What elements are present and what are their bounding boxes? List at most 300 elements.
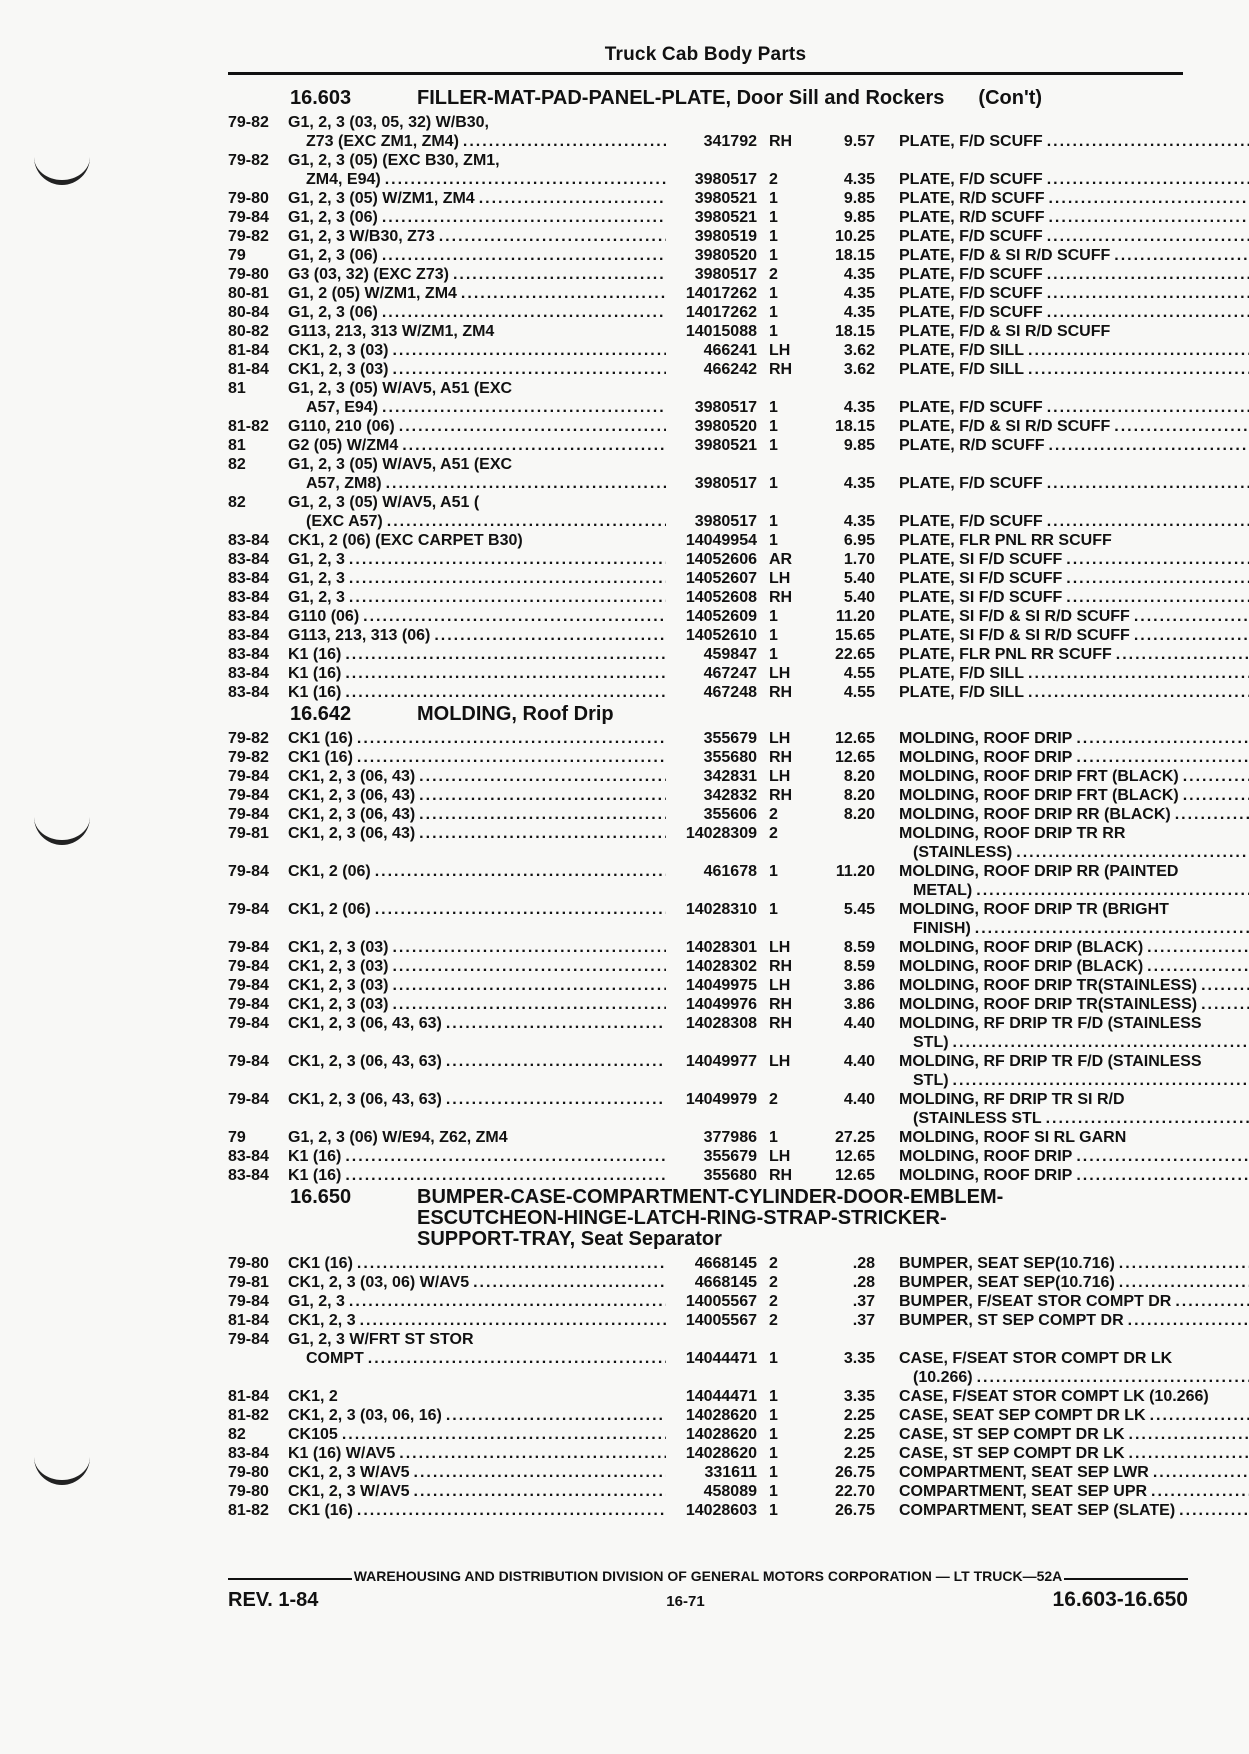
dot-leader <box>399 1444 666 1463</box>
application-text: (EXC A57) <box>306 513 383 530</box>
application-line <box>288 322 670 341</box>
part-name: PLATE, <box>899 418 955 435</box>
application-text: G1, 2, 3 (06) <box>288 209 378 226</box>
section-title <box>417 704 1188 725</box>
description-line <box>899 1033 1249 1052</box>
table-row <box>228 767 1188 786</box>
part-number: 355606 <box>703 806 757 823</box>
application-text: CK1 (16) <box>288 1502 353 1519</box>
dot-leader <box>349 1292 666 1311</box>
model-years: 81-84 <box>228 361 269 378</box>
description-text: ROOF DRIP TR(STAINLESS) <box>983 996 1198 1013</box>
table-row <box>228 550 1188 569</box>
application-text: A57, ZM8) <box>306 475 382 492</box>
quantity: 1 <box>769 399 778 416</box>
part-number: 14052608 <box>685 589 757 606</box>
dot-leader <box>976 881 1249 900</box>
application <box>288 1425 670 1444</box>
application-line <box>288 265 670 284</box>
application <box>288 284 670 303</box>
part-number: 459847 <box>703 646 757 663</box>
price: .37 <box>852 1293 875 1310</box>
application <box>288 436 670 455</box>
dot-leader <box>349 588 666 607</box>
dot-leader <box>349 550 666 569</box>
description <box>899 748 1249 767</box>
model-years: 82 <box>228 494 246 511</box>
part-name: MOLDING, <box>899 977 979 994</box>
page-number: 16-71 <box>666 1593 705 1610</box>
part-name: MOLDING, <box>899 863 979 880</box>
description-line <box>899 1090 1249 1109</box>
quantity: 2 <box>769 806 778 823</box>
price: 12.65 <box>834 1167 875 1184</box>
dot-leader <box>1047 265 1249 284</box>
application <box>288 151 670 189</box>
model-years: 80-81 <box>228 285 269 302</box>
application-text: K1 (16) W/AV5 <box>288 1445 396 1462</box>
application-text: G1, 2, 3 (05) W/ZM1, ZM4 <box>288 190 475 207</box>
description-text: F/D SCUFF <box>959 513 1043 530</box>
application-text: COMPT <box>306 1350 364 1367</box>
description <box>899 786 1249 805</box>
price: 8.20 <box>843 787 875 804</box>
description-line <box>899 729 1249 748</box>
part-name: PLATE, <box>899 475 955 492</box>
dot-leader <box>1153 1463 1249 1482</box>
price: 8.20 <box>843 806 875 823</box>
part-name: MOLDING, <box>899 1015 979 1032</box>
part-number: 467248 <box>703 684 757 701</box>
dot-leader <box>1179 1501 1249 1520</box>
application <box>288 550 670 569</box>
dot-leader <box>1047 132 1249 151</box>
description-text: SEAT SEP(10.716) <box>977 1255 1115 1272</box>
dot-leader <box>1147 957 1249 976</box>
quantity: 1 <box>769 532 778 549</box>
description-line <box>899 341 1249 360</box>
price: 9.57 <box>843 133 875 150</box>
dot-leader <box>392 938 666 957</box>
description-text: F/SEAT STOR COMPT DR LK <box>952 1350 1173 1367</box>
model-years: 83-84 <box>228 570 269 587</box>
description-text: RF DRIP TR F/D (STAINLESS <box>983 1015 1202 1032</box>
part-number: 14052607 <box>685 570 757 587</box>
quantity: RH <box>769 1015 793 1032</box>
model-years: 79-80 <box>228 1464 269 1481</box>
description-text: F/D & SI R/D SCUFF <box>959 418 1111 435</box>
description <box>899 900 1249 938</box>
part-number: 14044471 <box>685 1388 757 1405</box>
application-text: G1, 2, 3 (03, 05, 32) W/B30, <box>288 114 489 131</box>
table-row <box>228 683 1188 702</box>
table-row <box>228 1482 1188 1501</box>
model-years: 81-82 <box>228 418 269 435</box>
model-years: 79 <box>228 247 246 264</box>
description-line <box>899 1444 1249 1463</box>
part-number: 3980517 <box>694 475 757 492</box>
description <box>899 1444 1249 1463</box>
quantity: LH <box>769 730 791 747</box>
application-line <box>288 550 670 569</box>
description <box>899 341 1249 360</box>
quantity: LH <box>769 768 791 785</box>
description <box>899 1292 1249 1311</box>
table-row <box>228 322 1188 341</box>
dot-leader <box>419 767 666 786</box>
application-text: G1, 2, 3 (06) W/E94, Z62, ZM4 <box>288 1129 508 1146</box>
description-text: SEAT SEP UPR <box>1031 1483 1148 1500</box>
model-years: 79-84 <box>228 1331 269 1348</box>
application-line <box>288 1128 670 1147</box>
application-text: CK1, 2, 3 (03) <box>288 342 389 359</box>
part-number: 377986 <box>703 1129 757 1146</box>
part-number: 458089 <box>703 1483 757 1500</box>
part-number: 14015088 <box>685 323 757 340</box>
application-line <box>288 227 670 246</box>
table-row <box>228 227 1188 246</box>
model-years: 79-82 <box>228 152 269 169</box>
quantity: 1 <box>769 1483 778 1500</box>
price: 3.35 <box>843 1350 875 1367</box>
model-years: 79-84 <box>228 209 269 226</box>
dot-leader <box>463 132 666 151</box>
description-line <box>899 1463 1249 1482</box>
application-text: K1 (16) <box>288 646 342 663</box>
quantity: 2 <box>769 266 778 283</box>
application-line <box>288 246 670 265</box>
application-text: G1, 2, 3 W/B30, Z73 <box>288 228 435 245</box>
dot-leader <box>1028 341 1249 360</box>
application <box>288 824 670 862</box>
application <box>288 360 670 379</box>
description <box>899 1463 1249 1482</box>
dot-leader <box>382 398 666 417</box>
table-row <box>228 1387 1209 1406</box>
description <box>899 493 1249 531</box>
description-line <box>899 1071 1249 1090</box>
model-years: 81-82 <box>228 1407 269 1424</box>
part-name: MOLDING, <box>899 958 979 975</box>
model-years: 83-84 <box>228 1148 269 1165</box>
description-line <box>899 322 1249 341</box>
dot-leader <box>345 683 666 702</box>
description-text: F/D SCUFF <box>959 475 1043 492</box>
dot-leader <box>1129 1444 1249 1463</box>
model-years: 83-84 <box>228 627 269 644</box>
dot-leader <box>1028 683 1249 702</box>
price: 11.20 <box>835 608 875 625</box>
application <box>288 1090 670 1128</box>
description-line <box>899 398 1249 417</box>
application-line <box>288 284 670 303</box>
application-line <box>288 360 670 379</box>
part-number: 14049979 <box>685 1091 757 1108</box>
description-text: RF DRIP TR F/D (STAINLESS <box>983 1053 1202 1070</box>
description-text: ROOF DRIP (BLACK) <box>983 958 1144 975</box>
model-years: 80-82 <box>228 323 269 340</box>
dot-leader <box>439 227 666 246</box>
application <box>288 1166 670 1185</box>
application-text: G110 (06) <box>288 608 360 625</box>
application <box>288 683 670 702</box>
table-row <box>228 805 1188 824</box>
dot-leader <box>1028 360 1249 379</box>
dot-leader <box>1066 569 1249 588</box>
description <box>899 1425 1249 1444</box>
table-row <box>228 607 1188 626</box>
price: 1.70 <box>843 551 875 568</box>
table-row <box>228 748 1188 767</box>
description-line <box>899 1292 1249 1311</box>
description-text: F/SEAT STOR COMPT LK (10.266) <box>952 1388 1209 1405</box>
description-line <box>899 284 1249 303</box>
quantity: LH <box>769 939 791 956</box>
part-number: 14005567 <box>685 1293 757 1310</box>
dot-leader <box>1119 1254 1249 1273</box>
description-line <box>899 748 1249 767</box>
section-header <box>228 88 1188 109</box>
application-text: K1 (16) <box>288 684 342 701</box>
part-name: PLATE, <box>899 342 955 359</box>
part-name: CASE, <box>899 1388 948 1405</box>
model-years: 79-84 <box>228 806 269 823</box>
section-header <box>228 1187 1188 1250</box>
application-text: G1, 2, 3 W/FRT ST STOR <box>288 1331 474 1348</box>
application-line <box>288 1311 670 1330</box>
description-text: F/D SCUFF <box>959 399 1043 416</box>
dot-leader <box>342 1425 666 1444</box>
price <box>817 824 875 862</box>
description-text: ROOF DRIP <box>983 1167 1073 1184</box>
model-years: 79-80 <box>228 1483 269 1500</box>
dot-leader <box>357 729 666 748</box>
application <box>288 767 670 786</box>
description-text: ROOF DRIP TR(STAINLESS) <box>983 977 1198 994</box>
description <box>899 189 1249 208</box>
application-line <box>288 748 670 767</box>
price: 4.55 <box>843 684 875 701</box>
application-text: G1, 2, 3 <box>288 551 345 568</box>
description <box>899 607 1249 626</box>
description-line <box>899 767 1249 786</box>
description-text: (STAINLESS) <box>913 844 1013 861</box>
application-line <box>288 1273 670 1292</box>
dot-leader <box>1047 512 1249 531</box>
application-text: CK1, 2, 3 <box>288 1312 356 1329</box>
description <box>899 995 1249 1014</box>
dot-leader <box>446 1014 666 1033</box>
application-text: CK1, 2, 3 W/AV5 <box>288 1483 410 1500</box>
price: 4.35 <box>843 399 875 416</box>
description-line <box>899 664 1249 683</box>
dot-leader <box>1134 626 1249 645</box>
quantity: LH <box>769 342 791 359</box>
part-name: PLATE, <box>899 399 955 416</box>
description-line <box>899 360 1249 379</box>
application-line <box>288 1463 670 1482</box>
part-name: COMPARTMENT, <box>899 1464 1027 1481</box>
dot-leader <box>461 284 666 303</box>
table-row <box>228 246 1188 265</box>
description-text: R/D SCUFF <box>959 190 1045 207</box>
table-row <box>228 1444 1188 1463</box>
part-number: 3980520 <box>694 247 757 264</box>
application-text: A57, E94) <box>306 399 379 416</box>
model-years: 83-84 <box>228 1445 269 1462</box>
quantity: LH <box>769 665 791 682</box>
part-number: 467247 <box>703 665 757 682</box>
footer-rule-right <box>1064 1578 1188 1580</box>
description-line <box>899 1273 1249 1292</box>
application-text: CK105 <box>288 1426 338 1443</box>
quantity: 1 <box>769 228 778 245</box>
price: 18.15 <box>834 418 875 435</box>
description-line <box>899 1425 1249 1444</box>
quantity: 1 <box>769 863 778 880</box>
table-row <box>228 664 1188 683</box>
description-text: F/D SCUFF <box>959 228 1043 245</box>
application <box>288 1501 670 1520</box>
section-number: 16.642 <box>290 703 352 725</box>
description-line <box>899 1254 1249 1273</box>
price: 9.85 <box>843 437 875 454</box>
price: 8.59 <box>843 939 875 956</box>
description <box>899 227 1249 246</box>
dot-leader <box>357 1254 666 1273</box>
price: 15.65 <box>834 627 875 644</box>
application <box>288 113 670 151</box>
description <box>899 805 1249 824</box>
quantity: 1 <box>769 475 778 492</box>
table-row <box>228 436 1188 455</box>
part-number: 14049975 <box>685 977 757 994</box>
application <box>288 455 670 493</box>
dot-leader <box>953 1071 1249 1090</box>
quantity: 1 <box>769 1464 778 1481</box>
model-years: 79-82 <box>228 114 269 131</box>
model-years: 79-84 <box>228 1053 269 1070</box>
description-text: SI F/D & SI R/D SCUFF <box>959 627 1130 644</box>
quantity: 1 <box>769 323 778 340</box>
application <box>288 227 670 246</box>
application-line <box>288 767 670 786</box>
dot-leader <box>387 512 666 531</box>
application-text: CK1, 2 (06) (EXC CARPET B30) <box>288 532 523 549</box>
description-text: SEAT SEP (SLATE) <box>1031 1502 1176 1519</box>
section-title-line: ESCUTCHEON-HINGE-LATCH-RING-STRAP-STRICKER- <box>417 1207 947 1229</box>
part-number: 14028308 <box>685 1015 757 1032</box>
dot-leader <box>402 436 666 455</box>
part-name: CASE, <box>899 1426 948 1443</box>
description-text: R/D SCUFF <box>959 209 1045 226</box>
application <box>288 1014 670 1052</box>
application-line <box>288 607 670 626</box>
dot-leader <box>446 1406 666 1425</box>
model-years: 79-82 <box>228 730 269 747</box>
part-name: MOLDING, <box>899 768 979 785</box>
application-line <box>288 1166 670 1185</box>
section-title-text: FILLER-MAT-PAD-PANEL-PLATE, Door Sill and Rockers <box>417 87 945 109</box>
application-line <box>288 151 670 170</box>
dot-leader <box>385 170 666 189</box>
price: 5.40 <box>843 589 875 606</box>
dot-leader <box>363 607 666 626</box>
application <box>288 208 670 227</box>
description <box>899 569 1249 588</box>
part-number: 3980517 <box>694 513 757 530</box>
application <box>288 1273 670 1292</box>
description-line <box>899 683 1249 702</box>
quantity: 1 <box>769 1350 778 1367</box>
description-line <box>899 512 1249 531</box>
quantity: 1 <box>769 209 778 226</box>
quantity: RH <box>769 958 793 975</box>
part-number: 14005567 <box>685 1312 757 1329</box>
description <box>899 767 1249 786</box>
part-number: 14028310 <box>685 901 757 918</box>
table-row <box>228 189 1188 208</box>
application <box>288 748 670 767</box>
price: 3.62 <box>843 342 875 359</box>
application-text: CK1, 2, 3 (03) <box>288 361 389 378</box>
application-text: CK1, 2, 3 (03, 06) W/AV5 <box>288 1274 470 1291</box>
description <box>899 976 1249 995</box>
description-line <box>899 436 1249 455</box>
model-years: 79-84 <box>228 787 269 804</box>
part-number: 14028309 <box>685 825 757 842</box>
description-text: SI F/D & SI R/D SCUFF <box>959 608 1130 625</box>
quantity: LH <box>769 1148 791 1165</box>
dot-leader <box>419 805 666 824</box>
application <box>288 569 670 588</box>
table-row <box>228 341 1188 360</box>
dot-leader <box>1150 1406 1249 1425</box>
application-text: K1 (16) <box>288 1167 342 1184</box>
price: 3.62 <box>843 361 875 378</box>
quantity: LH <box>769 977 791 994</box>
part-name: PLATE, <box>899 209 955 226</box>
description <box>899 1406 1249 1425</box>
model-years: 79-84 <box>228 1015 269 1032</box>
table-row <box>228 1330 1188 1387</box>
description-text: SI F/D SCUFF <box>959 570 1063 587</box>
price: 6.95 <box>843 532 875 549</box>
description <box>899 436 1249 455</box>
description <box>899 1311 1249 1330</box>
description-text: F/D SCUFF <box>959 285 1043 302</box>
application-line <box>288 189 670 208</box>
description-line <box>899 1147 1249 1166</box>
footer-division-line <box>228 1568 1188 1584</box>
dot-leader <box>1201 976 1249 995</box>
table-row <box>228 284 1188 303</box>
application-line <box>288 436 670 455</box>
part-name: MOLDING, <box>899 996 979 1013</box>
description-text: FLR PNL RR SCUFF <box>959 532 1112 549</box>
section-title <box>417 1187 1188 1250</box>
application <box>288 900 670 938</box>
price: 5.45 <box>843 901 875 918</box>
part-number: 3980521 <box>694 437 757 454</box>
part-number: 461678 <box>703 863 757 880</box>
application-line <box>288 569 670 588</box>
part-number: 14028620 <box>685 1426 757 1443</box>
footer <box>228 1588 1188 1612</box>
description-text: ST SEP COMPT DR LK <box>952 1426 1125 1443</box>
model-years: 79-84 <box>228 958 269 975</box>
price: 11.20 <box>835 863 875 880</box>
